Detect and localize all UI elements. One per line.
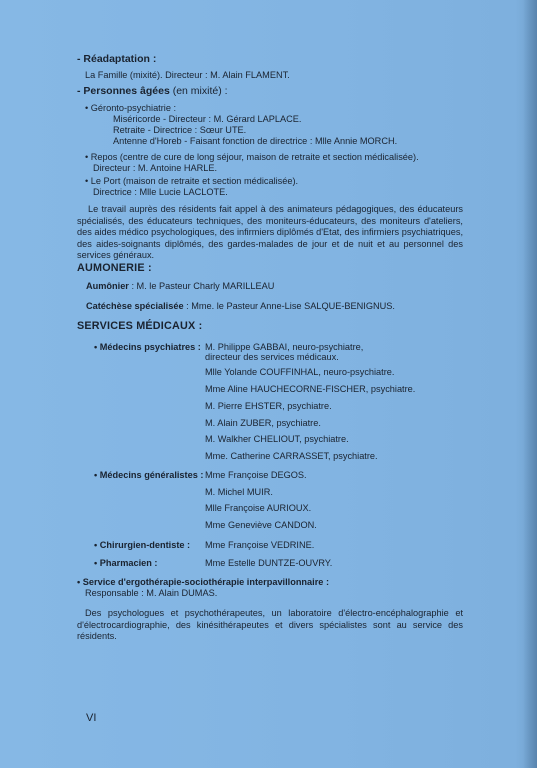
services-medicaux-heading: SERVICES MÉDICAUX : [77,320,203,332]
repos-line-1: • Repos (centre de cure de long séjour, maison de retraite et section médicalisée). [85,152,419,162]
readaptation-heading: - Réadaptation : [77,53,157,65]
psychiatre-1a: M. Philippe GABBAI, neuro-psychiatre, [205,342,364,352]
geronto-line-1: • Géronto-psychiatrie : [85,103,177,113]
psychiatres-label: • Médecins psychiatres : [94,342,201,352]
psychiatre-5: M. Alain ZUBER, psychiatre. [205,418,321,428]
aumonier-value: : M. le Pasteur Charly MARILLEAU [128,281,275,291]
port-line-1: • Le Port (maison de retraite et section médicalisée). [85,176,299,186]
geronto-line-4: Antenne d'Horeb - Faisant fonction de directrice : Mlle Annie MORCH. [113,136,398,146]
generaliste-2: M. Michel MUIR. [205,487,273,497]
aumonier-line [86,281,274,292]
ergotherapie-label: • Service d'ergothérapie-sociothérapie interpavillonnaire : [77,577,330,587]
ergotherapie-responsable: Responsable : M. Alain DUMAS. [85,588,218,598]
generaliste-3: Mlle Françoise AURIOUX. [205,503,312,513]
dentiste-label: • Chirurgien-dentiste : [94,540,191,550]
psychiatre-7: Mme. Catherine CARRASSET, psychiatre. [205,451,378,461]
psychiatre-6: M. Walkher CHELIOUT, psychiatre. [205,434,349,444]
readaptation-line: La Famille (mixité). Directeur : M. Alain FLAMENT. [85,70,290,80]
geronto-line-2: Miséricorde - Directeur : M. Gérard LAPLACE. [113,114,302,124]
dentiste-1: Mme Françoise VEDRINE. [205,540,315,550]
paragraph-psychologues: Des psychologues et psychothérapeutes, un laboratoire d'électro-encéphalographie et d'électrocardiographie, des kinésithérapeutes et divers spécialistes sont au service des résidents. [77,608,463,642]
personnes-agees-heading-rest: (en mixité) : [169,85,228,97]
psychiatre-4: M. Pierre EHSTER, psychiatre. [205,401,332,411]
port-line-2: Directrice : Mlle Lucie LACLOTE. [93,187,228,197]
generaliste-4: Mme Geneviève CANDON. [205,520,317,530]
page-edge-shadow [523,0,537,768]
psychiatre-3: Mme Aline HAUCHECORNE-FISCHER, psychiatre. [205,384,416,394]
psychiatre-2: Mlle Yolande COUFFINHAL, neuro-psychiatre. [205,367,395,377]
generalistes-label: • Médecins généralistes : [94,470,204,480]
page-number: VI [86,712,97,724]
repos-line-2: Directeur : M. Antoine HARLE. [93,163,218,173]
aumonier-label: Aumônier [86,281,129,291]
catechese-value: : Mme. le Pasteur Anne-Lise SALQUE-BENIGNUS. [183,301,395,311]
geronto-line-3: Retraite - Directrice : Sœur UTE. [113,125,247,135]
personnes-agees-heading [77,86,228,97]
psychiatre-1b: directeur des services médicaux. [205,352,339,362]
pharmacien-label: • Pharmacien : [94,558,158,568]
aumonerie-heading: AUMONERIE : [77,262,152,274]
catechese-line [86,301,395,312]
pharmacien-1: Mme Estelle DUNTZE-OUVRY. [205,558,333,568]
personnes-agees-heading-bold: - Personnes âgées [77,85,170,97]
paragraph-travail: Le travail auprès des résidents fait appel à des animateurs pédagogiques, des éducateurs spécialisés, des éducateurs techniques, des moniteurs-éducateurs, des moniteurs d'ateliers, des aides médico psychologiques, des infirmiers diplômés d'Etat, des infirmiers psychiatriques, des aides-soignants diplômés, des gardes-malades de jour et de nuit et au personnel des services généraux. [77,204,463,261]
catechese-label: Catéchèse spécialisée [86,301,184,311]
generaliste-1: Mme Françoise DEGOS. [205,470,307,480]
